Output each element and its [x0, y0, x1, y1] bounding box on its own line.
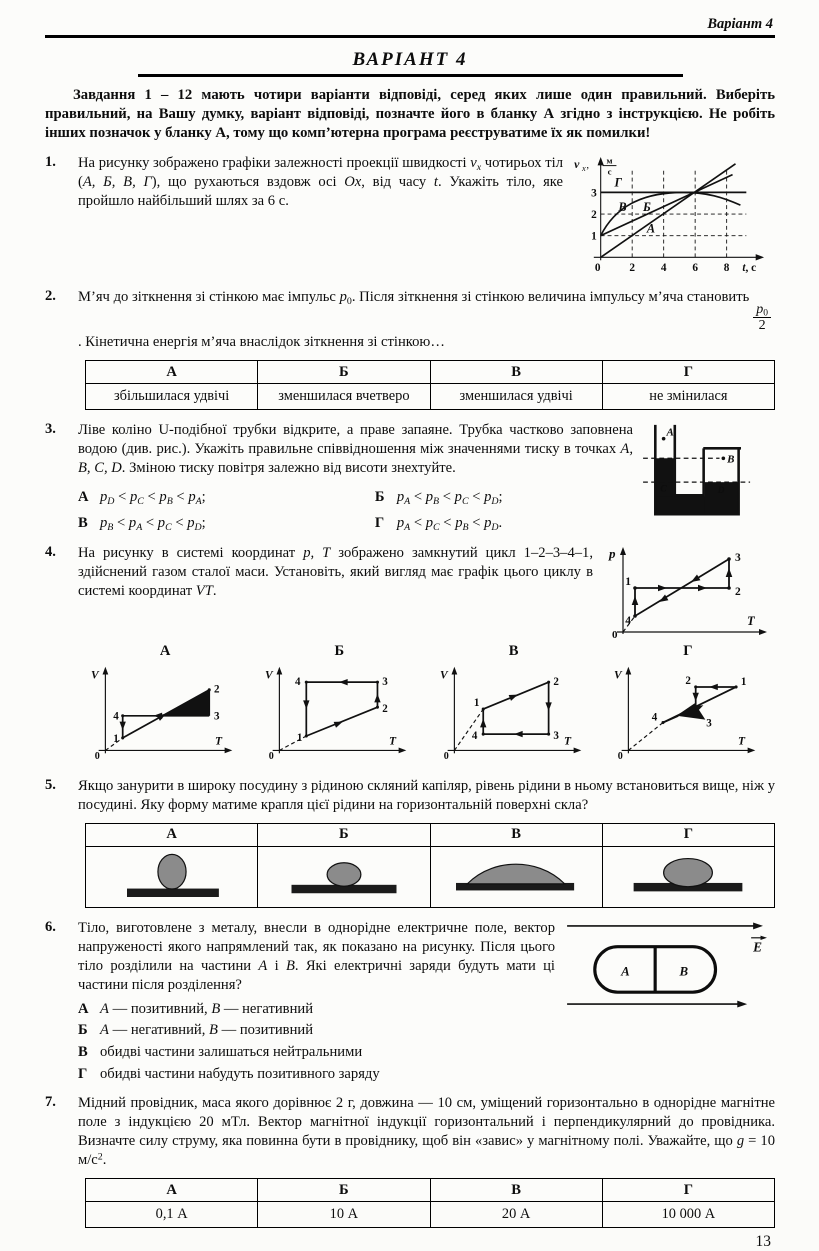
q6-part-a-label: A [621, 964, 630, 979]
q6-option-g: Г обидві частини набудуть позитивного заряду [78, 1065, 380, 1082]
q1-curve-label-b: Б [643, 200, 651, 215]
svg-text:с: с [607, 166, 612, 177]
q1-xtick-4: 4 [660, 262, 667, 275]
q7-value-v: 20 А [430, 1202, 602, 1228]
svg-text:3: 3 [214, 710, 220, 723]
q4-option-a: А 1 2 3 4 V T 0 [83, 643, 247, 766]
q2-header-a: А [86, 361, 258, 384]
svg-text:3: 3 [706, 717, 712, 730]
question-4-text: На рисунку в системі координат p, T зображено замкнутий цикл 1–2–3–4–1, здійснений газом сталої маси. Установіть, який вигляд має графік цього циклу в системі координат VT. [78, 544, 594, 599]
q2-value-a: збільшилася удвічі [86, 384, 258, 410]
q3-utube-diagram [643, 421, 775, 528]
q1-xtick-2: 2 [629, 262, 636, 275]
svg-text:V: V [265, 669, 274, 682]
q3-point-d-label: D [717, 485, 725, 497]
question-1-number: 1. [45, 154, 56, 171]
q7-value-row [86, 1202, 775, 1228]
q7-header-row [86, 1179, 775, 1202]
q1-xtick-8: 8 [723, 262, 730, 275]
q5-cell-b [258, 846, 430, 907]
q4-option-a-graph [83, 661, 247, 761]
question-2 [45, 288, 775, 410]
q4-option-g-graph [606, 661, 770, 761]
svg-text:V: V [613, 669, 622, 682]
svg-text:2: 2 [214, 683, 220, 696]
q5-header-b: Б [258, 823, 430, 846]
svg-text:T: T [389, 735, 397, 748]
page-number: 13 [755, 1233, 771, 1251]
svg-text:3: 3 [553, 729, 559, 742]
q5-header-row [86, 823, 775, 846]
q1-ytick-1: 1 [591, 230, 597, 243]
question-2-number: 2. [45, 288, 56, 305]
q2-value-row [86, 384, 775, 410]
q2-header-v: В [430, 361, 602, 384]
svg-text:4: 4 [471, 729, 478, 742]
svg-text:0: 0 [269, 750, 275, 762]
q7-header-a: А [86, 1179, 258, 1202]
q1-ytick-3: 3 [591, 187, 597, 200]
droplet-tall-icon [97, 847, 247, 902]
q3-option-g: Г $p_A < p_C < p_B < p_D$. [374, 515, 503, 533]
q5-header-a: А [86, 823, 258, 846]
svg-text:T: T [215, 735, 223, 748]
q4-fig-point-3: 3 [735, 551, 741, 564]
q1-curve-label-a: А [646, 222, 656, 237]
q3-water [656, 459, 739, 516]
q4-fig-point-2: 2 [735, 585, 741, 598]
q4-fig-t-label: T [747, 613, 755, 628]
q1-xtick-6: 6 [692, 262, 698, 275]
q4-fig-p-label: p [609, 545, 616, 561]
q2-header-b: Б [258, 361, 430, 384]
question-6 [45, 919, 775, 1084]
intro-paragraph: Завдання 1 – 12 мають чотири варіанти відповіді, серед яких лише один правильний. Виберіть правильний, на Вашу думку, варіант відповіді, позначте його в бланку А згідно з інструкцією. Не робіть інших позначок у бланку А, тому що комп’ютерна програма реєструватиме їх як помилки! [45, 87, 775, 142]
q7-value-b: 10 А [258, 1202, 430, 1228]
q7-answer-table [85, 1178, 775, 1228]
question-3 [45, 421, 775, 532]
svg-text:3: 3 [382, 675, 389, 688]
svg-text:E: E [753, 939, 763, 955]
svg-text:2: 2 [382, 702, 389, 715]
q4-fig-zero: 0 [612, 628, 618, 641]
q7-value-a: 0,1 А [86, 1202, 258, 1228]
svg-text:4: 4 [113, 710, 119, 723]
question-1 [45, 154, 775, 277]
page-title: ВАРІАНТ 4 [352, 49, 468, 70]
question-7-number: 7. [45, 1094, 56, 1111]
variant-header [45, 16, 775, 33]
question-1-text: На рисунку зображено графіки залежності проекції швидкості $v_x$ чотирьох тіл (А, Б, В, Г), що рухаються вздовж осі Ox, від часу t. Укажіть тіло, яке пройшло найбільший шлях за 6 с. [78, 155, 563, 210]
svg-text:V: V [439, 669, 448, 682]
question-5-number: 5. [45, 776, 56, 793]
q5-cell-g [602, 846, 774, 907]
q3-options [78, 485, 633, 532]
question-3-number: 3. [45, 421, 56, 438]
q6-e-vector-label [751, 935, 767, 954]
q4-option-v-graph [432, 661, 596, 761]
svg-text:2: 2 [685, 674, 691, 687]
q1-velocity-graph [573, 154, 775, 277]
svg-text:1: 1 [113, 732, 119, 745]
droplet-flat-icon [441, 847, 591, 902]
question-5-text: Якщо занурити в широку посудину з рідиною скляний капіляр, рівень рідини в ньому встановиться вище, ніж у посудині. Яку форму матиме крапля цієї рідини на горизонтальній поверхні скла? [78, 777, 775, 813]
q1-curve-label-v: В [618, 200, 627, 215]
svg-text:1: 1 [473, 696, 480, 709]
svg-text:4: 4 [651, 711, 658, 724]
title-rule [138, 74, 683, 77]
q4-pt-cycle-diagram [603, 544, 775, 639]
q3-option-v: В $p_B < p_A < p_C < p_D$; [78, 515, 206, 533]
svg-text:0: 0 [443, 750, 449, 762]
q6-option-a: А A — позитивний, B — негативний [78, 1000, 314, 1017]
q2-header-g: Г [602, 361, 774, 384]
question-4-number: 4. [45, 543, 56, 560]
q7-header-g: Г [602, 1179, 774, 1202]
q2-value-g: не змінилася [602, 384, 774, 410]
q2-fraction: $\frac{p_0}{2}$ [753, 302, 771, 333]
q6-option-b: Б A — негативний, B — позитивний [78, 1022, 314, 1039]
q3-option-b: Б $p_A < p_B < p_C < p_D$; [374, 489, 503, 508]
q2-header-row [86, 361, 775, 384]
droplet-dome-icon [613, 847, 763, 902]
q4-option-b: Б 1 2 3 4 V T 0 [257, 643, 421, 766]
question-4 [45, 544, 775, 766]
svg-text:,: , [586, 159, 590, 172]
question-6-text: Тіло, виготовлене з металу, внесли в однорідне електричне поле, вектор напруженості якого напрямлений так, як показано на рисунку. Після цього тіло розділили на частини A і B. Які електричні заряди будуть мати ці частини після розділення? [78, 919, 555, 993]
q6-part-b-label: B [679, 964, 689, 979]
question-6-number: 6. [45, 918, 56, 935]
q7-header-v: В [430, 1179, 602, 1202]
q4-fig-point-4: 4 [625, 614, 631, 627]
q1-x-axis-label: t, с [742, 262, 757, 275]
q3-point-a-label: A [666, 426, 674, 439]
q3-option-a: А $p_D < p_C < p_B < p_A$; [78, 489, 206, 508]
q4-option-b-graph [257, 661, 421, 761]
question-7-text: Мідний провідник, маса якого дорівнює 2 г, довжина — 10 см, уміщений горизонтально в однорідне магнітне поле з індукцією 20 мТл. Вектор магнітної індукції горизонтальний і перпендикулярний до провідника. Визначте силу струму, яка повинна бути в провіднику, щоб він «завис» у магнітному полі. Уважайте, що g = 10 $м/с^2$. [78, 1095, 776, 1169]
droplet-oval-icon [269, 847, 419, 902]
q5-header-g: Г [602, 823, 774, 846]
question-3-text: Ліве коліно U-подібної трубки відкрите, а праве запаяне. Трубка частково заповнена водою (див. рис.). Укажіть правильне співвідношення між значеннями тиску в точках A, B, C, D. Зміною тиску повітря залежно від висоти знехтуйте. [78, 422, 633, 477]
q1-ytick-2: 2 [591, 209, 597, 222]
svg-text:0: 0 [617, 750, 623, 762]
svg-text:x: x [581, 164, 586, 174]
svg-text:T: T [737, 735, 745, 748]
q5-answer-table [85, 823, 775, 908]
q1-xtick-0: 0 [594, 262, 601, 275]
q3-point-c-label: C [660, 484, 667, 496]
header-rule [45, 35, 775, 38]
svg-text:4: 4 [295, 675, 301, 688]
q2-value-b: зменшилася вчетверо [258, 384, 430, 410]
question-7 [45, 1094, 775, 1228]
q5-cell-a [86, 846, 258, 907]
svg-text:v: v [574, 157, 580, 172]
q7-header-b: Б [258, 1179, 430, 1202]
q2-value-v: зменшилася удвічі [430, 384, 602, 410]
svg-text:V: V [91, 669, 99, 682]
q4-fig-point-1: 1 [625, 575, 631, 588]
svg-text:2: 2 [553, 675, 559, 688]
q5-header-v: В [430, 823, 602, 846]
variant-header-label: Варіант 4 [707, 16, 773, 32]
svg-text:T: T [563, 735, 571, 748]
svg-text:1: 1 [740, 675, 747, 688]
svg-text:0: 0 [94, 750, 100, 762]
q4-option-graphs [78, 643, 775, 766]
q1-y-axis-label [574, 156, 616, 177]
svg-text:1: 1 [297, 731, 303, 744]
q7-value-g: 10 000 А [602, 1202, 774, 1228]
question-2-text: М’яч до зіткнення зі стінкою має імпульс $p_0$. Після зіткнення зі стінкою величина імпульсу м’яча становить $\frac{p_0}{2}$ . Кінетична енергія м’яча внаслідок зіткнення зі стінкою… [78, 288, 775, 352]
q3-point-b-label: B [727, 454, 735, 467]
question-5 [45, 777, 775, 908]
q1-curve-label-g: Г [614, 175, 622, 190]
svg-text:м: м [606, 155, 613, 166]
q4-option-g: Г 1 2 3 4 V T 0 [606, 643, 770, 766]
q5-cell-v [430, 846, 602, 907]
q5-figure-row [86, 846, 775, 907]
q6-field-diagram [565, 919, 775, 1013]
q4-cycle-lines [635, 559, 729, 616]
q6-options [78, 1000, 555, 1084]
q2-answer-table [85, 360, 775, 410]
q6-option-v: В обидві частини залишаться нейтральними [78, 1043, 363, 1060]
q4-option-v: В 1 2 3 4 V T 0 [432, 643, 596, 766]
